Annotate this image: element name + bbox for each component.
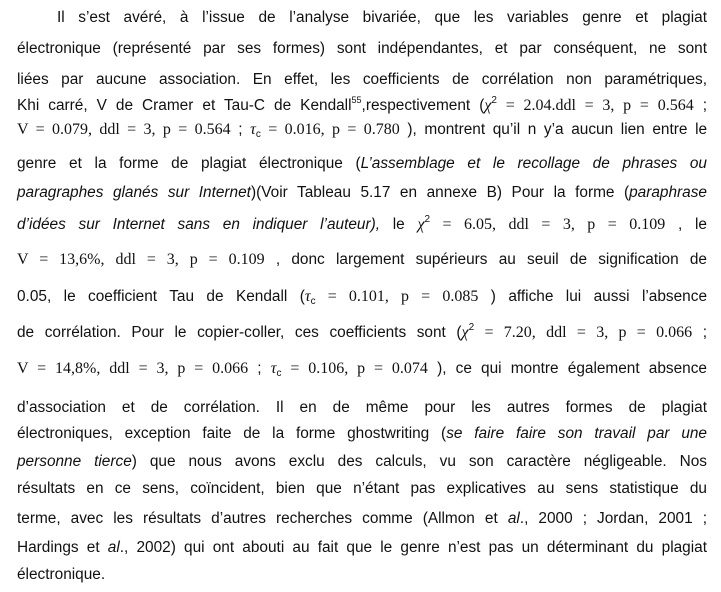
text-span: , bbox=[677, 216, 683, 233]
math-symbol: τ bbox=[270, 360, 277, 377]
math-expression: V = 14,8%, ddl = 3, p = 0.066 bbox=[17, 360, 249, 377]
text-line bbox=[57, 8, 707, 28]
text-line bbox=[17, 323, 707, 343]
text-span: ; bbox=[702, 97, 708, 114]
italic-text: se faire faire son travail par une bbox=[446, 425, 707, 442]
text-line bbox=[17, 183, 707, 203]
math-subscript: c bbox=[276, 368, 282, 379]
text-span: résultats en ce sens, coïncident, bien que n’étant pas explicatives au sens statistique du bbox=[17, 480, 707, 497]
text-span: ), ce qui montre également absence bbox=[437, 360, 707, 377]
math-superscript: 2 bbox=[491, 95, 497, 106]
math-expression: = 2.04.ddl = 3, p = 0.564 bbox=[496, 97, 694, 114]
text-span: d’association et de corrélation. Il en de même pour les autres formes de plagiat bbox=[17, 399, 707, 416]
text-line bbox=[17, 452, 707, 472]
italic-text: personne tierce bbox=[17, 453, 132, 470]
text-span: ), montrent qu’il n y’a aucun lien entre le bbox=[407, 121, 708, 138]
text-line bbox=[17, 538, 707, 558]
text-line bbox=[17, 359, 707, 379]
math-symbol: τ bbox=[304, 288, 311, 305]
text-span: genre et la forme de plagiat électronique ( bbox=[17, 155, 361, 172]
text-line bbox=[17, 154, 707, 174]
text-span: de corrélation. Pour le copier-coller, ces coefficients sont ( bbox=[17, 324, 462, 341]
text-span: ., 2002) qui ont abouti au fait que le genre n’est pas un déterminant du plagiat bbox=[119, 539, 707, 556]
text-line bbox=[17, 509, 707, 529]
math-expression: V = 13,6%, ddl = 3, p = 0.109 bbox=[17, 251, 265, 268]
math-symbol: τ bbox=[250, 121, 256, 138]
italic-text: paraphrase bbox=[629, 184, 707, 201]
text-span: ; bbox=[257, 360, 262, 377]
text-line bbox=[17, 287, 707, 307]
italic-text: al bbox=[507, 510, 520, 527]
footnote-ref: 55 bbox=[351, 95, 362, 105]
text-span: terme, avec les résultats d’autres recherches comme (Allmon et bbox=[17, 510, 508, 527]
text-span: Il s’est avéré, à l’issue de l’analyse bivariée, que les variables genre et plagiat bbox=[57, 9, 707, 26]
math-superscript: 2 bbox=[468, 322, 475, 333]
math-symbol: χ bbox=[461, 324, 469, 341]
math-expression: V = 0.079, ddl = 3, p = 0.564 bbox=[17, 121, 231, 138]
text-span: ) affiche lui aussi l’absence bbox=[490, 288, 707, 305]
text-line bbox=[17, 250, 707, 270]
text-line bbox=[17, 565, 707, 585]
text-span: électroniques, exception faite de la forme ghostwriting ( bbox=[17, 425, 447, 442]
text-line bbox=[17, 120, 707, 140]
text-line bbox=[17, 398, 707, 418]
text-span: , donc largement supérieurs au seuil de signification de bbox=[275, 251, 707, 268]
math-expression: = 0.101, p = 0.085 bbox=[315, 288, 479, 305]
text-span: ; bbox=[702, 324, 708, 341]
text-span: Hardings et bbox=[17, 539, 108, 556]
math-expression: = 7.20, ddl = 3, p = 0.066 bbox=[474, 324, 693, 341]
math-symbol: χ bbox=[484, 97, 492, 114]
italic-text: paragraphes glanés sur Internet bbox=[17, 184, 251, 201]
italic-text: al bbox=[107, 539, 120, 556]
text-span: ., 2000 ; Jordan, 2001 ; bbox=[519, 510, 707, 527]
math-expression: = 0.016, p = 0.780 bbox=[260, 121, 400, 138]
text-line bbox=[17, 424, 707, 444]
math-subscript: c bbox=[255, 129, 261, 140]
text-line bbox=[17, 96, 707, 116]
text-span: Khi carré, V de Cramer et Tau-C de Kendall bbox=[17, 97, 352, 114]
math-subscript: c bbox=[310, 296, 316, 307]
text-span: 0.05, le coefficient Tau de Kendall ( bbox=[17, 288, 305, 305]
text-span: ) que nous avons exclu des calculs, vu son caractère négligeable. Nos bbox=[131, 453, 708, 470]
math-expression: = 6.05, ddl = 3, p = 0.109 bbox=[430, 216, 666, 233]
text-line bbox=[17, 215, 707, 235]
text-line bbox=[17, 39, 707, 59]
text-span: électronique. bbox=[17, 566, 106, 583]
math-symbol: χ bbox=[417, 216, 425, 233]
italic-text: d’idées sur Internet sans en indiquer l’auteur), bbox=[17, 216, 381, 233]
math-superscript: 2 bbox=[424, 214, 431, 225]
text-span: électronique (représenté par ses formes) sont indépendantes, et par conséquent, ne sont bbox=[17, 40, 707, 57]
text-span: ; bbox=[238, 121, 243, 138]
math-expression: = 0.106, p = 0.074 bbox=[281, 360, 428, 377]
text-span: le bbox=[695, 216, 707, 233]
text-span: )(Voir Tableau 5.17 en annexe B) Pour la forme ( bbox=[250, 184, 630, 201]
italic-text: L’assemblage et le recollage de phrases ou bbox=[360, 155, 707, 172]
text-line bbox=[17, 479, 707, 499]
text-span: le bbox=[392, 216, 405, 233]
text-span: ,respectivement ( bbox=[361, 97, 485, 114]
text-line bbox=[17, 70, 707, 90]
text-span: liées par aucune association. En effet, les coefficients de corrélation non paramétriques, bbox=[17, 71, 707, 88]
